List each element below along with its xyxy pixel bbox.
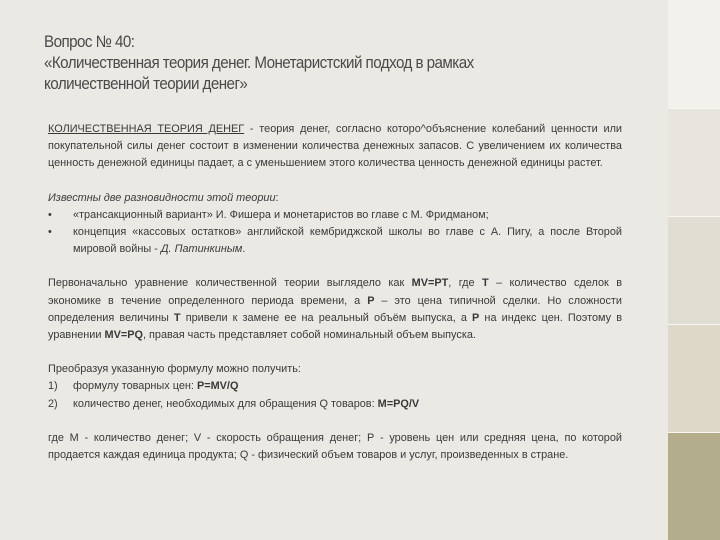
formula: Т [173,311,181,324]
definition-text: - теория денег, согласно которо^объяснение колебаний ценности или покупательной силы денег состоит в изменении количества денежных запасов. С увеличением их количества ценность денежной единицы падает, а с уменьшением этого количества ценность денежной единицы растет. [48,123,623,170]
formula: MV=PT [411,277,449,290]
title-line-3: количественной теории денег» [44,75,248,93]
formula: MV=PQ [104,329,143,342]
list-item [48,224,622,258]
bullet-mark: • [48,226,52,239]
derivation-lead: Преобразуя указанную формулу можно получить: [48,363,301,376]
equation-paragraph: Первоначально уравнение количественной теории выглядело как MV=PT, где Т – количество сделок в экономике в течение определенного периода времени, а Р – это цена типичной сделки. Но сложности определения величины Т привели к замене ее на реальный объём выпуска, а Р на индекс цен. Поэтому в уравнении MV=PQ, правая часть представляет собой номинальный объем выпуска. [48,277,622,342]
slide-title [44,32,596,95]
formula: M=PQ/V [377,397,420,410]
bullet-text: «трансакционный вариант» И. Фишера и монетаристов во главе с М. Фридманом; [73,208,489,221]
formula: Р [367,294,375,307]
formula: P=MV/Q [196,380,239,393]
author-name: Д. Патинкиным [160,243,243,256]
list-item [48,207,622,224]
bullet-mark: • [48,208,52,221]
list-number: 2) [48,397,58,410]
definition-paragraph [48,121,622,173]
decorative-side-strip [668,0,720,540]
bullet-text: концепция «кассовых остатков» английской кембриджской школы во главе с А. Пигу, а после Второй мировой войны - Д. Патинкиным. [73,226,622,256]
varieties-lead: Известны две разновидности этой теории: [48,191,279,204]
formula: Т [482,277,489,290]
legend-paragraph: где М - количество денег; V - скорость обращения денег; Р - уровень цен или средняя цена, по которой продается каждая единица продукта; Q - физический объем товаров и услуг, произведенных в стране. [48,431,622,462]
title-line-2: «Количественная теория денег. Монетаристский подход в рамках [44,54,474,72]
slide-body [48,121,622,464]
title-line-1: Вопрос № 40: [44,33,135,51]
formula: Р [472,311,480,324]
list-item: 1) формулу товарных цен: P=MV/Q [48,378,622,395]
list-number: 1) [48,380,58,393]
list-item: 2) количество денег, необходимых для обращения Q товаров: M=PQ/V [48,396,622,413]
definition-term: КОЛИЧЕСТВЕННАЯ ТЕОРИЯ ДЕНЕГ [48,123,245,135]
varieties-lead-text: Известны две разновидности этой теории [48,191,276,204]
